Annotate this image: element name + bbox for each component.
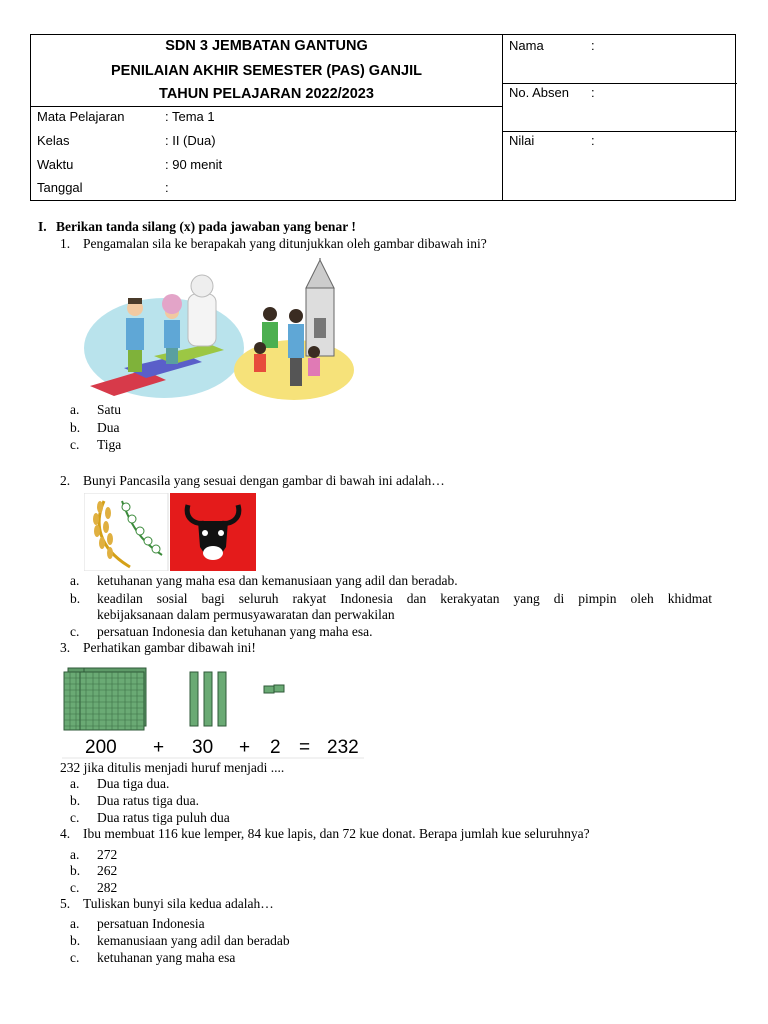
absen-colon: :	[591, 85, 595, 100]
section-title: Berikan tanda silang (x) pada jawaban yang benar !	[56, 219, 356, 234]
exam-title: PENILAIAN AKHIR SEMESTER (PAS) GANJIL	[111, 63, 422, 79]
q1-option-label[interactable]: b.	[70, 420, 81, 435]
church-picture	[234, 258, 354, 400]
q2-option-text[interactable]: persatuan Indonesia dan ketuhanan yang maha esa.	[97, 624, 373, 639]
q1-option-text[interactable]: Dua	[97, 420, 120, 435]
q2-option-text[interactable]: ketuhanan yang maha esa dan kemanusiaan yang adil dan beradab.	[97, 573, 458, 588]
q2-option-text-continued[interactable]: kebijaksanaan dalam permusyawaratan dan perwakilan	[97, 607, 395, 622]
field-value-subject: : Tema 1	[165, 109, 215, 124]
q4-option-text[interactable]: 282	[97, 880, 118, 895]
q4-option-label[interactable]: a.	[70, 847, 80, 862]
q1-option-text[interactable]: Satu	[97, 402, 122, 417]
q5-option-label[interactable]: b.	[70, 933, 81, 948]
q3-option-label[interactable]: c.	[70, 810, 80, 825]
equation-term-tens: 30	[192, 737, 214, 758]
bull-head-symbol	[170, 493, 256, 571]
q3-number: 3.	[60, 640, 71, 655]
q4-text: Ibu membuat 116 kue lemper, 84 kue lapis, dan 72 kue donat. Berapa jumlah kue seluruhnya?	[83, 826, 590, 841]
divider	[502, 131, 737, 132]
q2-illustration	[84, 493, 256, 571]
q2-number: 2.	[60, 473, 71, 488]
q4-option-text[interactable]: 262	[97, 863, 118, 878]
q4-number: 4.	[60, 826, 71, 841]
field-value-class: : II (Dua)	[165, 133, 216, 148]
section-number: I.	[38, 219, 47, 234]
field-label-class: Kelas	[37, 133, 70, 148]
academic-year: TAHUN PELAJARAN 2022/2023	[159, 86, 374, 102]
equation-term-hundreds: 200	[85, 737, 117, 758]
equation-term-ones: 2	[270, 737, 281, 758]
q3-option-label[interactable]: b.	[70, 793, 81, 808]
q1-illustration	[84, 258, 356, 400]
q2-text: Bunyi Pancasila yang sesuai dengan gambar di bawah ini adalah…	[83, 473, 445, 488]
equation-equals: =	[299, 737, 311, 758]
q4-option-label[interactable]: c.	[70, 880, 80, 895]
field-value-time: : 90 menit	[165, 157, 223, 172]
absen-label: No. Absen	[509, 85, 569, 100]
q1-option-text[interactable]: Tiga	[97, 437, 122, 452]
score-colon: :	[591, 133, 595, 148]
q4-option-label[interactable]: b.	[70, 863, 81, 878]
q5-option-text[interactable]: persatuan Indonesia	[97, 916, 205, 931]
q3-option-text[interactable]: Dua ratus tiga puluh dua	[97, 810, 230, 825]
q3-text: Perhatikan gambar dibawah ini!	[83, 640, 256, 655]
q5-option-label[interactable]: c.	[70, 950, 80, 965]
q3-option-text[interactable]: Dua ratus tiga dua.	[97, 793, 199, 808]
equation-plus: +	[239, 737, 251, 758]
rice-cotton-symbol	[84, 493, 168, 571]
q3-prompt: 232 jika ditulis menjadi huruf menjadi ....	[60, 760, 285, 775]
q5-option-text[interactable]: ketuhanan yang maha esa	[97, 950, 236, 965]
equation-result: 232	[327, 737, 359, 758]
hundreds-blocks	[64, 668, 146, 730]
q2-option-label[interactable]: c.	[70, 624, 80, 639]
q5-number: 5.	[60, 896, 71, 911]
q5-option-text[interactable]: kemanusiaan yang adil dan beradab	[97, 933, 290, 948]
q4-option-text[interactable]: 272	[97, 847, 118, 862]
field-value-date: :	[165, 180, 169, 195]
score-label: Nilai	[509, 133, 535, 148]
divider	[502, 83, 737, 84]
header-left-panel	[31, 35, 503, 200]
q1-option-label[interactable]: c.	[70, 437, 80, 452]
q1-number: 1.	[60, 236, 71, 251]
exam-header-table	[30, 34, 736, 201]
q2-option-label[interactable]: b.	[70, 591, 81, 606]
tens-rods	[190, 672, 226, 726]
q1-text: Pengamalan sila ke berapakah yang ditunjukkan oleh gambar dibawah ini?	[83, 236, 487, 251]
q3-option-label[interactable]: a.	[70, 776, 80, 791]
q5-text: Tuliskan bunyi sila kedua adalah…	[83, 896, 274, 911]
equation-plus: +	[153, 737, 165, 758]
praying-family-picture	[84, 275, 244, 398]
field-label-subject: Mata Pelajaran	[37, 109, 125, 124]
q2-option-label[interactable]: a.	[70, 573, 80, 588]
q1-option-label[interactable]: a.	[70, 402, 80, 417]
divider	[31, 106, 502, 107]
school-name: SDN 3 JEMBATAN GANTUNG	[165, 38, 368, 54]
field-label-time: Waktu	[37, 157, 74, 172]
q2-option-text[interactable]: keadilan sosial bagi seluruh rakyat Indonesia dan kerakyatan yang di pimpin oleh khidmat	[97, 591, 712, 606]
q5-option-label[interactable]: a.	[70, 916, 80, 931]
name-colon: :	[591, 38, 595, 53]
q3-option-text[interactable]: Dua tiga dua.	[97, 776, 170, 791]
name-label: Nama	[509, 38, 544, 53]
ones-cubes	[264, 685, 284, 693]
field-label-date: Tanggal	[37, 180, 83, 195]
